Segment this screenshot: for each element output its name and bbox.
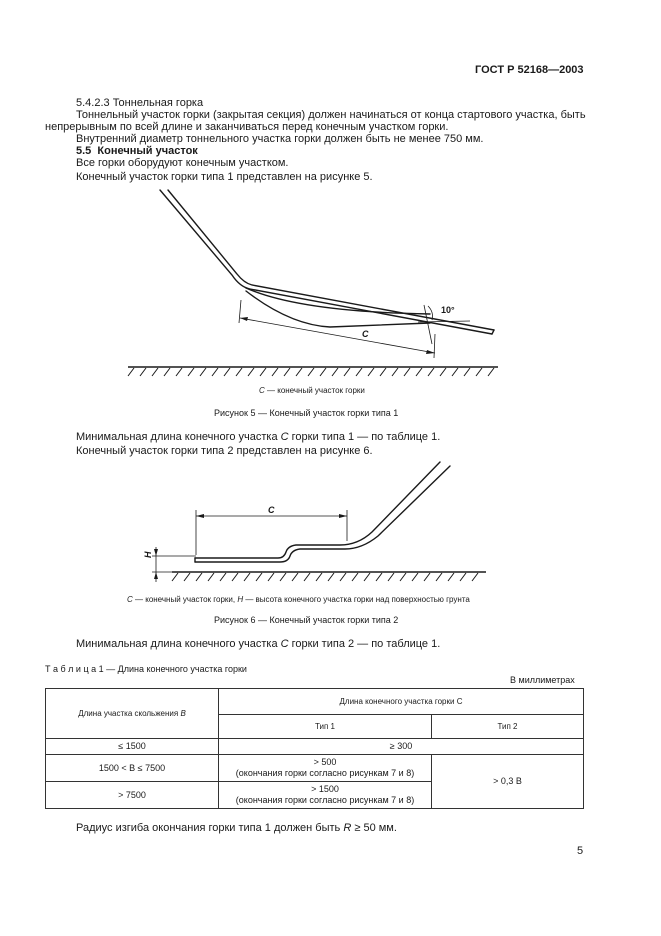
section-5423-heading: 5.4.2.3 Тоннельная горка: [76, 97, 204, 109]
text-run: Минимальная длина конечного участка: [76, 638, 281, 650]
table-row: [46, 755, 584, 782]
figure-5-label-c: C: [362, 329, 369, 339]
table-units: В миллиметрах: [510, 675, 575, 685]
table-cell: 1500 < B ≤ 7500: [46, 755, 219, 782]
table-number: Т а б л и ц а 1: [45, 664, 104, 674]
cell-line: > 1500: [311, 784, 339, 794]
table-header-group: Длина конечного участка горки C: [219, 689, 584, 715]
legend-text: — конечный участок горки: [264, 386, 365, 395]
table-cell: ≤ 1500: [46, 739, 219, 755]
table-row: [46, 739, 584, 755]
paragraph-line: Конечный участок горки типа 1 представлен на рисунке 5.: [76, 171, 373, 183]
table-header-type1: Тип 1: [219, 715, 432, 739]
figure-6-label-c: C: [268, 505, 275, 515]
legend-symbol: C: [127, 595, 133, 604]
header-symbol: B: [180, 709, 186, 718]
figure-6-label-h: H: [143, 551, 153, 558]
paragraph-line: Конечный участок горки типа 2 представлен на рисунке 6.: [76, 445, 373, 457]
text-run: Радиус изгиба окончания горки типа 1 должен быть: [76, 822, 344, 834]
cell-line: (окончания горки согласно рисункам 7 и 8): [235, 795, 415, 805]
legend-symbol: C: [259, 386, 265, 395]
figure-5-caption: Рисунок 5 — Конечный участок горки типа 1: [214, 408, 399, 418]
paragraph-line: Все горки оборудуют конечным участком.: [76, 157, 289, 169]
figure-5-label-angle: 10°: [441, 305, 455, 315]
cell-line: (окончания горки согласно рисункам 7 и 8): [235, 768, 415, 778]
symbol-r: R: [343, 822, 352, 834]
section-title: Конечный участок: [97, 145, 198, 157]
table-name: — Длина конечного участка горки: [103, 664, 247, 674]
cell-line: > 500: [313, 757, 337, 767]
text-run: Минимальная длина конечного участка: [76, 431, 281, 443]
table-header-col1: [46, 689, 219, 739]
legend-text: — конечный участок горки,: [132, 595, 238, 604]
text-run: горки типа 2 — по таблице 1.: [288, 638, 441, 650]
legend-symbol: H: [237, 595, 244, 604]
paragraph-line: Тоннельный участок горки (закрытая секция) должен начинаться от конца стартового участка, быть: [76, 109, 586, 121]
page-number: 5: [577, 845, 584, 857]
table-header-type2: Тип 2: [432, 715, 584, 739]
document-id: ГОСТ Р 52168—2003: [475, 64, 584, 76]
header-text: Длина участка скольжения: [78, 709, 181, 718]
table-title: [45, 664, 247, 675]
table-1: [45, 688, 584, 809]
table-cell: [219, 755, 432, 782]
paragraph-line: Внутренний диаметр тоннельного участка горки должен быть не менее 750 мм.: [76, 133, 484, 145]
table-cell: > 7500: [46, 782, 219, 809]
symbol-c: C: [280, 638, 289, 650]
text-run: ≥ 50 мм.: [351, 822, 397, 834]
text-run: горки типа 1 — по таблице 1.: [288, 431, 441, 443]
paragraph-line: [76, 822, 397, 835]
table-header-row: [46, 689, 584, 715]
figure-6-caption: Рисунок 6 — Конечный участок горки типа 2: [214, 615, 399, 625]
legend-text: — высота конечного участка горки над поверхностью грунта: [243, 595, 470, 604]
table-cell: [219, 782, 432, 809]
symbol-c: C: [280, 431, 289, 443]
paragraph-line: непрерывным по всей длине и заканчиваться перед конечным участком горки.: [45, 121, 449, 133]
figure-6-legend: [127, 595, 470, 605]
table-cell: > 0,3 B: [432, 755, 584, 809]
paragraph-line: [76, 638, 440, 651]
section-number: 5.5: [76, 145, 92, 157]
table-cell: ≥ 300: [219, 739, 584, 755]
